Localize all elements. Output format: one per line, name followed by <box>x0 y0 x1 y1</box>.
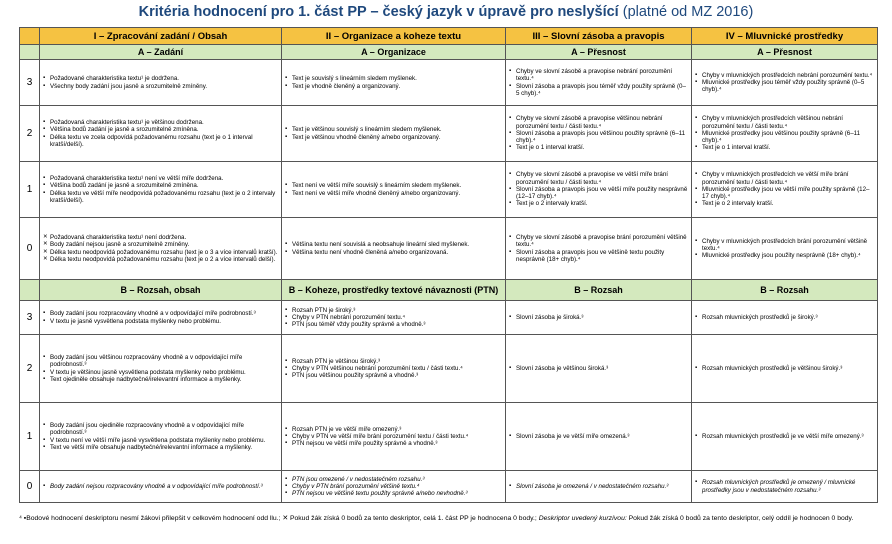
criteria-item: ▪ Slovní zásoba a pravopis jsou ve větší míře použity nesprávně (12–17 chyb).⁴ <box>509 186 688 201</box>
criteria-item: ▪ Body zadání nejsou rozpracovány vhodně a v odpovídající míře podrobností.³ <box>43 483 278 490</box>
criteria-item: ▪ Rozsah PTN je široký.³ <box>285 307 502 314</box>
criteria-cell <box>692 106 878 162</box>
criteria-cell <box>692 301 878 335</box>
criteria-list <box>509 365 688 372</box>
criteria-list <box>285 358 502 380</box>
criteria-item: ▪ Požadované charakteristika textu¹ je dodržena. <box>43 75 278 82</box>
criteria-item: ▪ Chyby v PTN brání porozumění většině textu.⁴ <box>285 483 502 490</box>
header-row <box>20 28 878 45</box>
criteria-item: ▪ Mluvnické prostředky jsou použity nesprávně (18+ chyb).⁴ <box>695 252 874 259</box>
criteria-item: ▪ Text je o 1 interval kratší. <box>509 144 688 151</box>
criteria-item: ▪ Chyby v mluvnických prostředcích většinou nebrání porozumění textu / části textu.⁴ <box>695 115 874 130</box>
criteria-cell <box>282 301 506 335</box>
criteria-item: ▪ Mluvnické prostředky jsou většinou použity správně (6–11 chyb).⁴ <box>695 130 874 145</box>
score-number: 2 <box>20 106 40 162</box>
criteria-item: ▪ Slovní zásoba je ve větší míře omezená.³ <box>509 433 688 440</box>
criteria-cell <box>692 335 878 403</box>
criteria-item: ▪ Chyby ve slovní zásobě a pravopise brání porozumění většině textu.⁴ <box>509 234 688 249</box>
criteria-list <box>285 126 502 141</box>
criteria-item: ▪ Text je souvislý s lineárním sledem myšlenek. <box>285 75 502 82</box>
criteria-item: ▪ Délka textu ve zcela odpovídá požadovanému rozsahu (text je o 1 interval kratší/delší). <box>43 134 278 149</box>
criteria-list <box>509 68 688 97</box>
criteria-list <box>285 182 502 197</box>
criteria-table-body <box>20 28 878 503</box>
score-row <box>20 60 878 106</box>
criteria-item: ▪ PTN jsou většinou použity správně a vhodně.³ <box>285 372 502 379</box>
score-number: 1 <box>20 403 40 471</box>
criteria-list <box>43 422 278 451</box>
criteria-list <box>695 171 874 207</box>
criteria-list <box>695 72 874 94</box>
criteria-item: ▪ Body zadání jsou ojediněle rozpracovány vhodně a v odpovídající míře podrobností.³ <box>43 422 278 437</box>
criteria-item: ▪ Body zadání jsou většinou rozpracovány vhodně a v odpovídající míře podrobností.³ <box>43 354 278 369</box>
criteria-item: ▪ Rozsah mluvnických prostředků je ve větší míře omezený.³ <box>695 433 874 440</box>
criteria-cell <box>40 301 282 335</box>
criteria-item: ▪ PTN jsou omezené / v nedostatečném rozsahu.³ <box>285 476 502 483</box>
criteria-item: ▪ Text ojediněle obsahuje nadbytečné/irelevantní informace a myšlenky. <box>43 376 278 383</box>
criteria-cell <box>506 335 692 403</box>
criteria-item: ▪ Rozsah mluvnických prostředků je široký.³ <box>695 314 874 321</box>
criteria-cell <box>692 60 878 106</box>
subheader-corner <box>20 280 40 301</box>
criteria-item: ▪ Text ve větší míře obsahuje nadbytečné/irelevantní informace a myšlenky. <box>43 444 278 451</box>
score-number: 2 <box>20 335 40 403</box>
criteria-item: ▪ Text je většinou souvislý s lineárním sledem myšlenek. <box>285 126 502 133</box>
criteria-list <box>43 310 278 325</box>
title-main: Kritéria hodnocení pro 1. část PP – český jazyk v úpravě pro neslyšící <box>138 4 619 20</box>
criteria-cell <box>282 106 506 162</box>
criteria-item: ▪ Text není ve větší míře vhodně členěný a/nebo organizovaný. <box>285 190 502 197</box>
criteria-item: ▪ Text je o 1 interval kratší. <box>695 144 874 151</box>
criteria-item: ▪ Chyby v PTN většinou nebrání porozumění textu / části textu.⁴ <box>285 365 502 372</box>
criteria-cell <box>506 60 692 106</box>
section-subheader: B – Koheze, prostředky textové návaznosti (PTN) <box>282 280 506 301</box>
criteria-list <box>695 365 874 372</box>
section-subheader: B – Rozsah <box>692 280 878 301</box>
criteria-list <box>695 433 874 440</box>
criteria-cell <box>692 403 878 471</box>
criteria-cell <box>506 106 692 162</box>
criteria-item: ▪ Rozsah PTN je většinou široký.³ <box>285 358 502 365</box>
criteria-cell <box>40 106 282 162</box>
criteria-list <box>509 314 688 321</box>
criteria-item: ▪ Slovní zásoba a pravopis jsou většinou použity správně (6–11 chyb).⁴ <box>509 130 688 145</box>
criteria-list <box>285 476 502 498</box>
criteria-list <box>285 241 502 256</box>
criteria-item: ▪ Chyby v mluvnických prostředcích ve větší míře brání porozumění textu / části textu.⁴ <box>695 171 874 186</box>
section_b-subheader-row <box>20 280 878 301</box>
criteria-cell <box>40 60 282 106</box>
criteria-list <box>509 483 688 490</box>
section-subheader: A – Organizace <box>282 45 506 60</box>
criteria-list <box>285 426 502 448</box>
criteria-item: ✕ Délka textu neodpovídá požadovanému rozsahu (text je o 2 a více intervalů delší). <box>43 256 278 263</box>
score-row <box>20 403 878 471</box>
page-title <box>0 2 892 22</box>
criteria-cell <box>282 60 506 106</box>
criteria-cell <box>506 301 692 335</box>
criteria-list <box>695 314 874 321</box>
criteria-item: ▪ Slovní zásoba a pravopis jsou téměř vždy použity správně (0–5 chyb).⁴ <box>509 83 688 98</box>
criteria-list <box>509 115 688 151</box>
criteria-list <box>285 307 502 329</box>
criteria-item: ▪ Většina textu není souvislá a neobsahuje lineární sled myšlenek. <box>285 241 502 248</box>
criteria-list <box>695 115 874 151</box>
criteria-cell <box>692 471 878 503</box>
criteria-item: ▪ Rozsah mluvnických prostředků je většinou široký.³ <box>695 365 874 372</box>
section-subheader: A – Zadání <box>40 45 282 60</box>
section-subheader: A – Přesnost <box>506 45 692 60</box>
footnote-text-end: Pokud žák získá 0 bodů za tento deskriptor, celý oddíl je hodnocen 0 body. <box>626 515 854 522</box>
criteria-item: ▪ V textu není ve větší míře jasně vysvětlena podstata myšlenky nebo problému. <box>43 437 278 444</box>
criteria-item: ▪ Text je o 2 intervaly kratší. <box>695 200 874 207</box>
criteria-cell <box>506 471 692 503</box>
criteria-item: ▪ V textu je jasně vysvětlena podstata myšlenky nebo problému. <box>43 318 278 325</box>
criteria-cell <box>282 218 506 280</box>
criteria-cell <box>40 471 282 503</box>
criteria-item: ▪ Chyby ve slovní zásobě a pravopise nebrání porozumění textu.⁴ <box>509 68 688 83</box>
criteria-item: ▪ Rozsah PTN je ve větší míře omezený.³ <box>285 426 502 433</box>
criteria-cell <box>506 218 692 280</box>
criteria-cell <box>506 403 692 471</box>
score-row <box>20 301 878 335</box>
column-header: III – Slovní zásoba a pravopis <box>506 28 692 45</box>
criteria-cell <box>40 335 282 403</box>
criteria-cell <box>692 162 878 218</box>
criteria-item: ▪ PTN nejsou ve většině textu použity správně a/nebo nevhodně.³ <box>285 490 502 497</box>
criteria-list <box>509 171 688 207</box>
criteria-item: ▪ Text je vhodně členěný a organizovaný. <box>285 83 502 90</box>
criteria-cell <box>282 471 506 503</box>
footnote <box>19 514 877 523</box>
score-row <box>20 218 878 280</box>
criteria-item: ▪ Chyby v PTN nebrání porozumění textu.⁴ <box>285 314 502 321</box>
criteria-item: ▪ Slovní zásoba je široká.³ <box>509 314 688 321</box>
criteria-list <box>43 354 278 383</box>
criteria-list <box>43 75 278 90</box>
criteria-item: ▪ Chyby ve slovní zásobě a pravopise většinou nebrání porozumění textu / části textu.⁴ <box>509 115 688 130</box>
criteria-item: ▪ Mluvnické prostředky jsou ve větší míře použity správně (12–17 chyb).⁴ <box>695 186 874 201</box>
criteria-list <box>509 433 688 440</box>
header-corner <box>20 28 40 45</box>
title-subtitle: (platné od MZ 2016) <box>622 4 754 20</box>
criteria-list <box>43 234 278 263</box>
criteria-table <box>19 27 878 503</box>
section-subheader: A – Přesnost <box>692 45 878 60</box>
column-header: I – Zpracování zadání / Obsah <box>40 28 282 45</box>
criteria-item: ▪ Chyby v PTN ve větší míře brání porozumění textu / části textu.⁴ <box>285 433 502 440</box>
criteria-item: ✕ Požadovaná charakteristika textu¹ není dodržena. <box>43 234 278 241</box>
criteria-item: ▪ Délka textu ve větší míře neodpovídá požadovanému rozsahu (text je o 2 intervaly kratší/delší). <box>43 190 278 205</box>
criteria-list <box>695 238 874 260</box>
criteria-item: ▪ Slovní zásoba a pravopis jsou ve většině textu použity nesprávně (18+ chyb).⁴ <box>509 249 688 264</box>
criteria-item: ▪ Chyby ve slovní zásobě a pravopise ve větší míře brání porozumění textu / části textu.⁴ <box>509 171 688 186</box>
criteria-item: ✕ Body zadání nejsou jasně a srozumitelně zmíněny. <box>43 241 278 248</box>
score-row <box>20 162 878 218</box>
score-number: 0 <box>20 471 40 503</box>
criteria-item: ▪ Chyby v mluvnických prostředcích brání porozumění většině textu.⁴ <box>695 238 874 253</box>
criteria-item: ▪ Text je o 2 intervaly kratší. <box>509 200 688 207</box>
footnote-italic-label: Deskriptor uvedený kurzívou: <box>538 515 627 522</box>
criteria-item: ▪ V textu je většinou jasně vysvětlena podstata myšlenky nebo problému. <box>43 369 278 376</box>
criteria-item: ✕ Délka textu neodpovídá požadovanému rozsahu (text je o 3 a více intervalů kratší). <box>43 249 278 256</box>
criteria-item: ▪ PTN nejsou ve větší míře použity správně a vhodně.³ <box>285 440 502 447</box>
criteria-item: ▪ Slovní zásoba je většinou široká.³ <box>509 365 688 372</box>
criteria-cell <box>40 218 282 280</box>
score-row <box>20 106 878 162</box>
criteria-item: ▪ Většina bodů zadání je jasně a srozumitelně zmíněna. <box>43 126 278 133</box>
criteria-item: ▪ Rozsah mluvnických prostředků je omezený / mluvnické prostředky jsou v nedostatečném rozsahu.³ <box>695 479 874 494</box>
score-number: 1 <box>20 162 40 218</box>
criteria-cell <box>40 162 282 218</box>
criteria-cell <box>282 162 506 218</box>
criteria-cell <box>692 218 878 280</box>
score-row <box>20 335 878 403</box>
criteria-item: ▪ Mluvnické prostředky jsou téměř vždy použity správně (0–5 chyb).⁴ <box>695 79 874 94</box>
section_a-subheader-row <box>20 45 878 60</box>
criteria-item: ▪ Text není ve větší míře souvislý s lineárním sledem myšlenek. <box>285 182 502 189</box>
criteria-item: ▪ Slovní zásoba je omezená / v nedostatečném rozsahu.³ <box>509 483 688 490</box>
criteria-item: ▪ Text je většinou vhodně členěný a/nebo organizovaný. <box>285 134 502 141</box>
score-number: 0 <box>20 218 40 280</box>
criteria-list <box>509 234 688 263</box>
section-subheader: B – Rozsah, obsah <box>40 280 282 301</box>
criteria-cell <box>506 162 692 218</box>
criteria-item: ▪ Většina bodů zadání je jasně a srozumitelně zmíněna. <box>43 182 278 189</box>
criteria-item: ▪ Většina textu není vhodně členěná a/nebo organizovaná. <box>285 249 502 256</box>
score-row <box>20 471 878 503</box>
criteria-item: ▪ Body zadání jsou rozpracovány vhodně a v odpovídající míře podrobností.³ <box>43 310 278 317</box>
subheader-corner <box>20 45 40 60</box>
criteria-item: ▪ PTN jsou téměř vždy použity správně a vhodně.³ <box>285 321 502 328</box>
criteria-item: ▪ Chyby v mluvnických prostředcích nebrání porozumění textu.⁴ <box>695 72 874 79</box>
column-header: II – Organizace a koheze textu <box>282 28 506 45</box>
criteria-item: ▪ Požadovaná charakteristika textu¹ je většinou dodržena. <box>43 119 278 126</box>
criteria-list <box>695 479 874 494</box>
score-number: 3 <box>20 60 40 106</box>
section-subheader: B – Rozsah <box>506 280 692 301</box>
criteria-item: ▪ Požadovaná charakteristika textu¹ není ve větší míře dodržena. <box>43 175 278 182</box>
criteria-list <box>43 483 278 490</box>
score-number: 3 <box>20 301 40 335</box>
criteria-list <box>43 119 278 148</box>
criteria-cell <box>40 403 282 471</box>
criteria-list <box>43 175 278 204</box>
criteria-cell <box>282 403 506 471</box>
criteria-cell <box>282 335 506 403</box>
column-header: IV – Mluvnické prostředky <box>692 28 878 45</box>
criteria-item: ▪ Všechny body zadání jsou jasně a srozumitelně zmíněny. <box>43 83 278 90</box>
footnote-text: ⁴ ▪Bodové hodnocení deskriptoru nesmí žákovi přilepšit v celkovém hodnocení odd llu.; ✕ Pokud žák získá 0 bodů za tento deskriptor, celá 1. část PP je hodnocena 0 body.; <box>19 515 539 522</box>
criteria-list <box>285 75 502 90</box>
